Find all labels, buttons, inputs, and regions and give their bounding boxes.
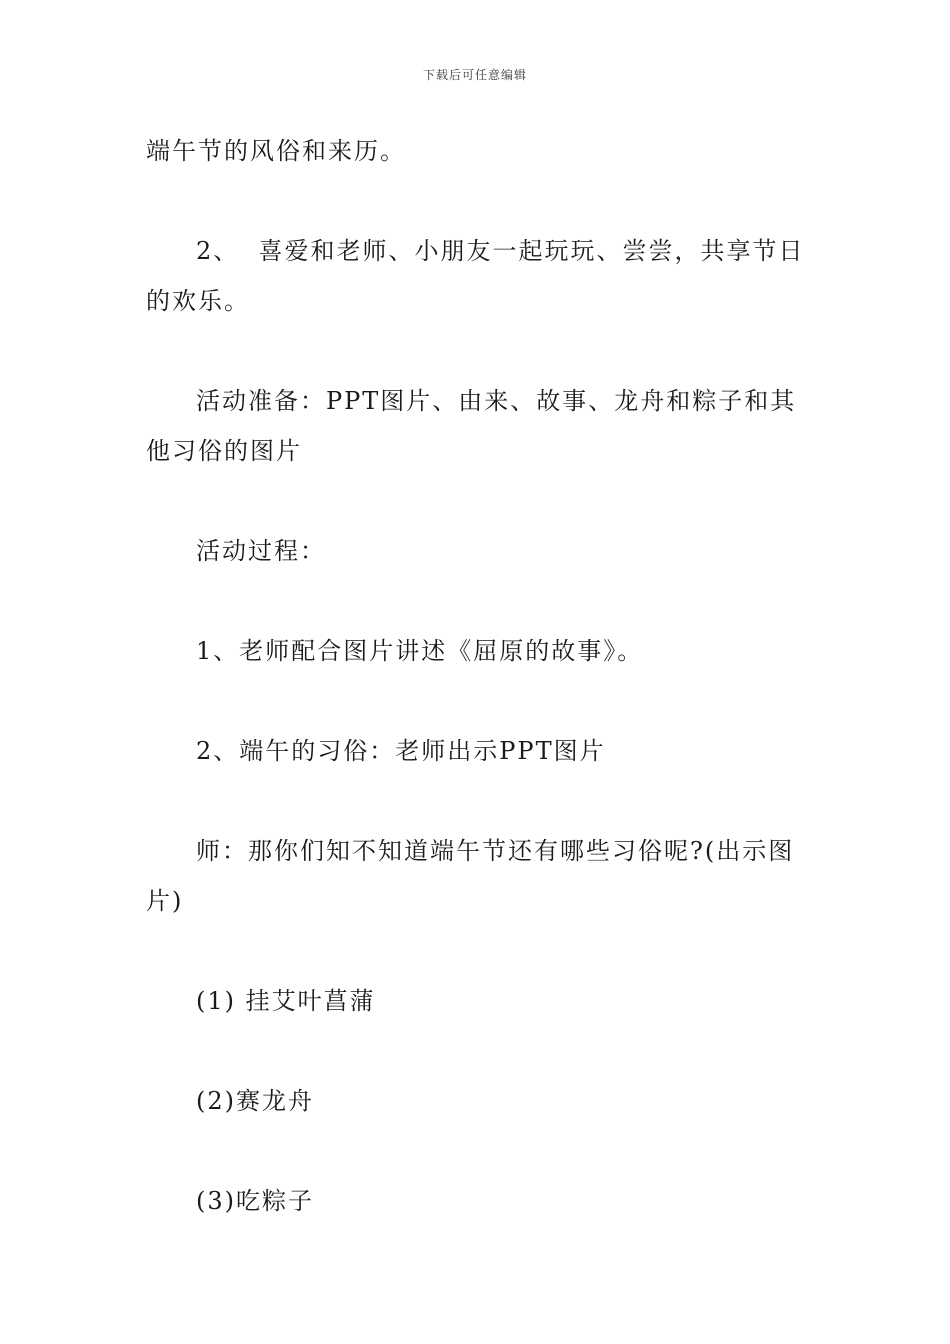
paragraph-9: (2)赛龙舟 <box>196 1087 314 1115</box>
page-header: 下载后可任意编辑 <box>422 68 527 82</box>
paragraph-5: 1、老师配合图片讲述《屈原的故事》。 <box>196 637 644 665</box>
paragraph-8: (1) 挂艾叶菖蒲 <box>196 987 376 1015</box>
paragraph-6: 2、端午的习俗：老师出示PPT图片 <box>196 737 606 765</box>
paragraph-1: 端午节的风俗和来历。 <box>146 137 406 165</box>
paragraph-4: 活动过程： <box>196 537 326 565</box>
paragraph-10: (3)吃粽子 <box>196 1187 314 1215</box>
paragraph-3: 活动准备：PPT图片、由来、故事、龙舟和粽子和其他习俗的图片 <box>146 387 797 465</box>
paragraph-7: 师：那你们知不知道端午节还有哪些习俗呢?(出示图片) <box>146 837 795 915</box>
paragraph-2: 2、 喜爱和老师、小朋友一起玩玩、尝尝，共享节日的欢乐。 <box>146 237 805 315</box>
document-body <box>146 126 816 1276</box>
